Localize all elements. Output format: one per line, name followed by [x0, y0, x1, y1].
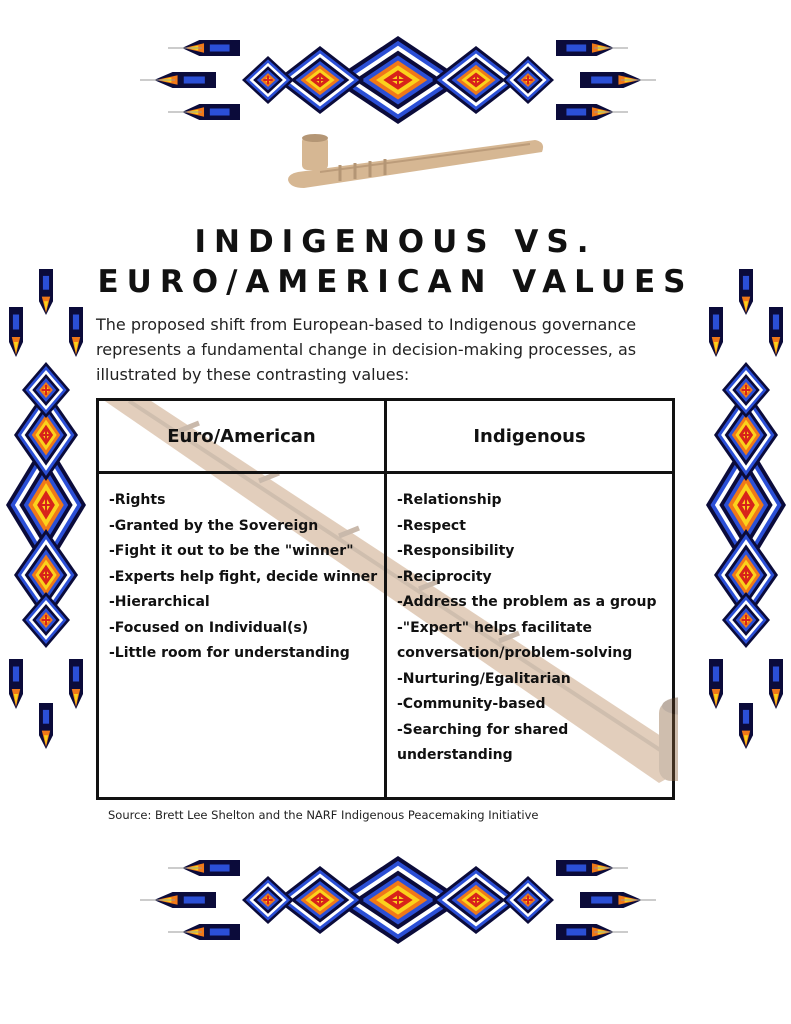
- euro-american-column: [99, 473, 386, 798]
- values-comparison-table: [96, 398, 675, 800]
- feather-icon: [39, 703, 53, 749]
- header-indigenous: Indigenous: [386, 401, 673, 473]
- list-item: -"Expert" helps facilitate conversation/problem-solving: [397, 619, 633, 661]
- bead-diamond: [22, 362, 70, 418]
- feather-icon: [168, 40, 240, 56]
- feather-icon: [69, 659, 83, 709]
- feather-icon: [739, 703, 753, 749]
- table-header-row: [99, 401, 672, 473]
- feather-icon: [769, 659, 783, 709]
- bead-diamond: [502, 56, 554, 104]
- list-item: -Searching for shared understanding: [397, 721, 569, 763]
- list-item: -Fight it out to be the "winner": [109, 543, 354, 559]
- list-item: -Address the problem as a group: [397, 594, 657, 610]
- feather-icon: [580, 892, 656, 908]
- beadwork-column-left: [0, 265, 92, 755]
- feather-icon: [140, 72, 216, 88]
- feather-icon: [556, 40, 628, 56]
- list-item: -Nurturing/Egalitarian: [397, 670, 571, 687]
- list-item: -Focused on Individual(s): [109, 619, 309, 636]
- header-euro-american: Euro/American: [99, 401, 386, 473]
- bead-diamond: [22, 592, 70, 648]
- feather-icon: [9, 659, 23, 709]
- list-item: -Little room for understanding: [109, 645, 350, 661]
- euro-american-list: [109, 488, 378, 667]
- beadwork-band-top: [120, 30, 660, 130]
- bead-diamond: [722, 362, 770, 418]
- feather-icon: [709, 307, 723, 357]
- page-title: [0, 222, 791, 302]
- beadwork-column-right: [700, 265, 791, 755]
- feather-icon: [69, 307, 83, 357]
- list-item: -Experts help fight, decide winner: [109, 568, 378, 585]
- bead-diamond: [242, 56, 294, 104]
- feather-icon: [556, 924, 628, 940]
- list-item: -Relationship: [397, 492, 502, 508]
- table-row: [99, 473, 672, 798]
- list-item: -Community-based: [397, 696, 546, 712]
- feather-icon: [168, 104, 240, 120]
- beadwork-band-bottom: [120, 850, 660, 950]
- pipe-icon: [280, 132, 550, 198]
- list-item: -Hierarchical: [109, 594, 210, 610]
- list-item: -Responsibility: [397, 543, 515, 559]
- bead-diamond: [502, 876, 554, 924]
- feather-icon: [709, 659, 723, 709]
- indigenous-column: [386, 473, 673, 798]
- source-credit: Source: Brett Lee Shelton and the NARF Indigenous Peacemaking Initiative: [108, 808, 539, 822]
- indigenous-list: [397, 488, 666, 769]
- feather-icon: [580, 72, 656, 88]
- bead-diamond: [722, 592, 770, 648]
- bead-diamond: [242, 876, 294, 924]
- feather-icon: [168, 860, 240, 876]
- list-item: -Rights: [109, 492, 166, 508]
- feather-icon: [9, 307, 23, 357]
- list-item: -Respect: [397, 517, 466, 534]
- values-table: [99, 401, 672, 797]
- feather-icon: [168, 924, 240, 940]
- title-line-2: EURO/AMERICAN VALUES: [97, 264, 694, 300]
- feather-icon: [556, 860, 628, 876]
- feather-icon: [556, 104, 628, 120]
- title-line-1: INDIGENOUS VS.: [194, 224, 597, 260]
- intro-paragraph: The proposed shift from European-based to Indigenous governance represents a fundamental change in decision-making processes, as illustrated by these contrasting values:: [96, 315, 637, 384]
- feather-icon: [769, 307, 783, 357]
- list-item: -Granted by the Sovereign: [109, 517, 319, 534]
- list-item: -Reciprocity: [397, 568, 492, 585]
- feather-icon: [140, 892, 216, 908]
